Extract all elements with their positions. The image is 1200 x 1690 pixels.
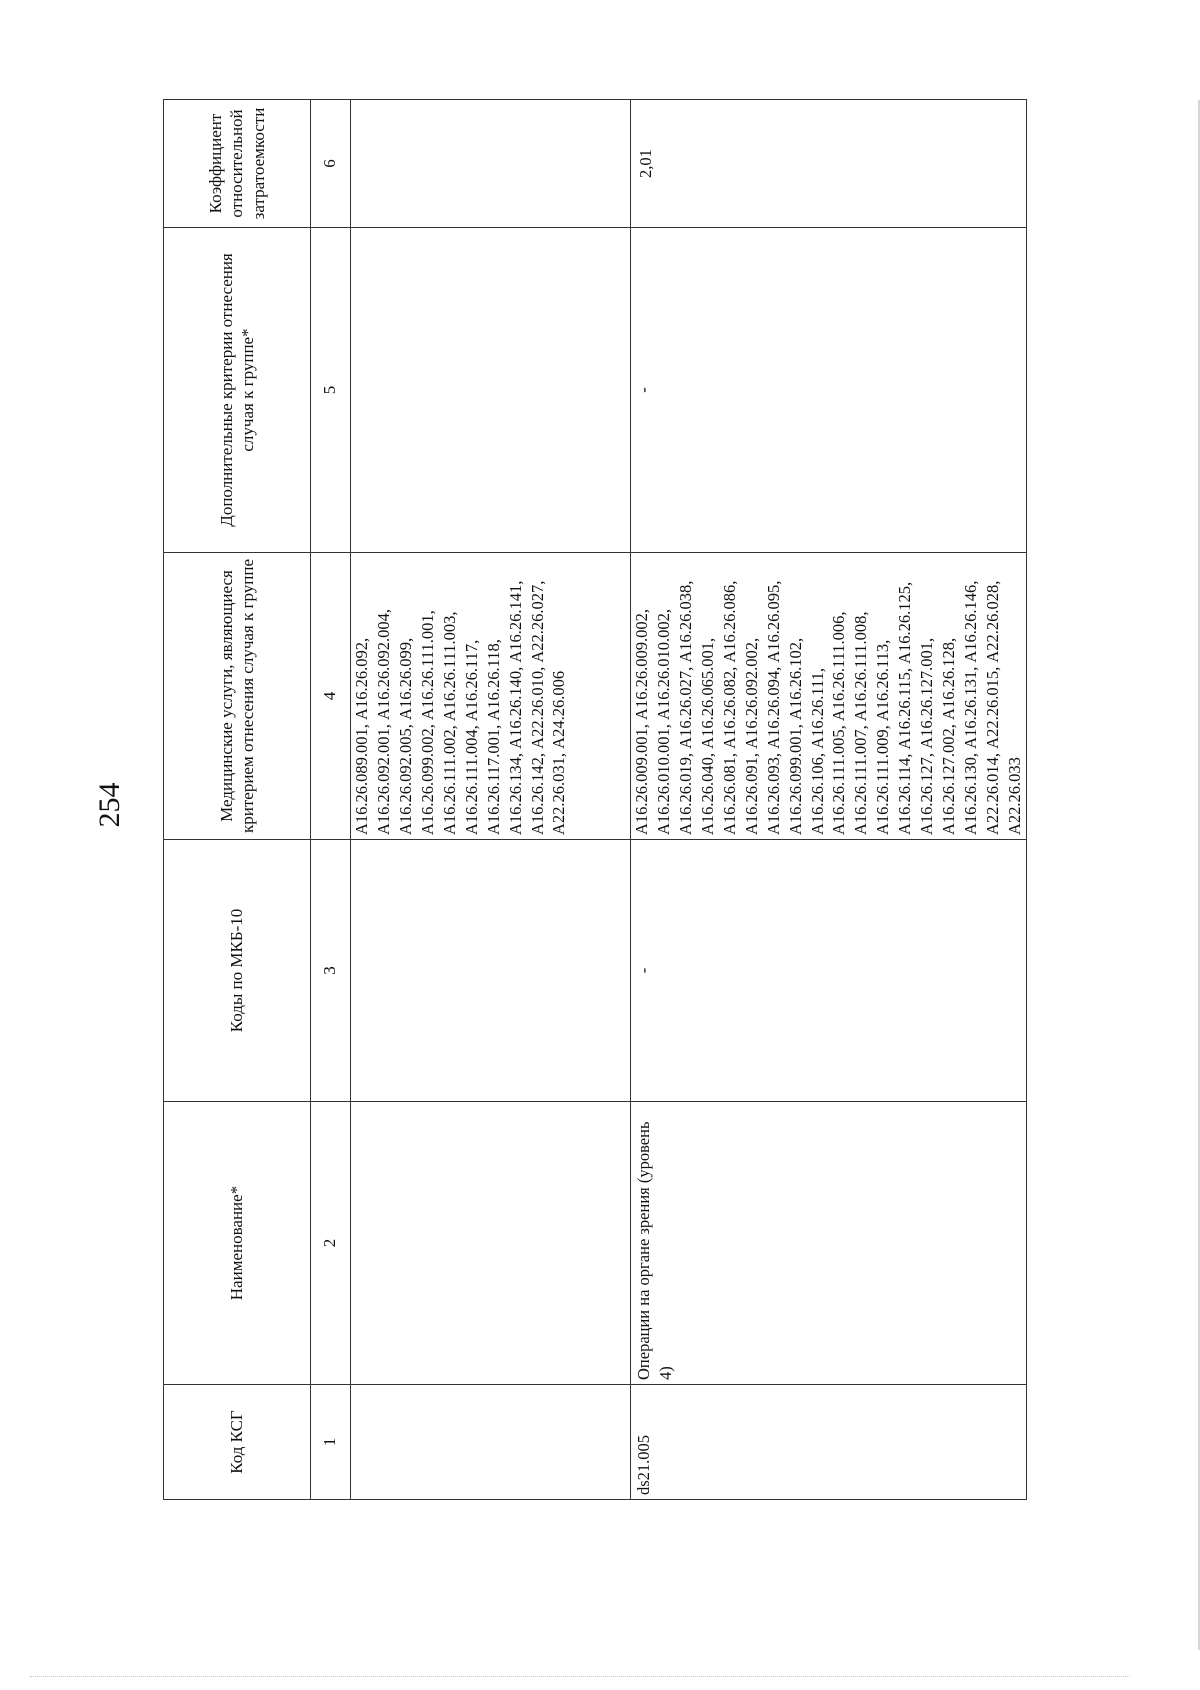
column-number: 2 xyxy=(311,1102,351,1385)
name-cell xyxy=(351,1102,631,1385)
column-number: 4 xyxy=(311,553,351,840)
group-name xyxy=(351,1106,353,1380)
header-mkb-codes: Коды по МКБ-10 xyxy=(164,840,311,1102)
extra-criteria-cell xyxy=(351,228,631,553)
mkb-codes: - xyxy=(634,967,653,974)
mkb-cell xyxy=(631,840,1027,1102)
scan-bottom-noise xyxy=(30,1676,1130,1678)
service-codes: А16.26.089.001, А16.26.092, А16.26.092.001, А16.26.092.004, А16.26.092.005, А16.26.099, А16.26.099.002, А16.26.111.001, А16.26.111.002, А16.26.111.003, А16.26.111.004, А16.26.117, А16.26.117.001, А16.26.118, А16.26.134, А16.26.140, А16.26.141, А16.26.142, А22.26.010, А22.26.027, А22.26.031, А24.26.006 xyxy=(352,580,569,835)
coefficient-value: 2,01 xyxy=(636,149,655,178)
header-name: Наименование* xyxy=(164,1102,311,1385)
services-cell xyxy=(631,553,1027,840)
table-header-row xyxy=(164,100,311,1500)
extra-criteria xyxy=(351,232,353,548)
header-coefficient: Коэффициент относительной затратоемкости xyxy=(164,100,311,228)
header-ksg-code: Код КСГ xyxy=(164,1385,311,1500)
ksg-code-cell xyxy=(351,1385,631,1500)
column-number-row xyxy=(311,100,351,1500)
ksg-code: ds21.005 xyxy=(634,1434,653,1495)
extra-criteria-cell xyxy=(631,228,1027,553)
header-medical-services: Медицинские услуги, являющиеся критерием отнесения случая к группе xyxy=(164,553,311,840)
name-cell xyxy=(631,1102,1027,1385)
mkb-codes xyxy=(351,844,353,1097)
column-number: 5 xyxy=(311,228,351,553)
ksg-code-cell xyxy=(631,1385,1027,1500)
mkb-cell xyxy=(351,840,631,1102)
header-extra-criteria: Дополнительные критерии отнесения случая к группе* xyxy=(164,228,311,553)
extra-criteria: - xyxy=(634,387,653,393)
column-number: 6 xyxy=(311,100,351,228)
coefficient-cell xyxy=(631,100,1027,228)
group-name: Операции на органе зрения (уровень 4) xyxy=(634,1121,675,1380)
table-row xyxy=(631,100,1027,1500)
coefficient-value xyxy=(351,104,355,223)
table-row xyxy=(351,100,631,1500)
coefficient-cell xyxy=(351,100,631,228)
column-number: 3 xyxy=(311,840,351,1102)
service-codes: А16.26.009.001, А16.26.009.002, А16.26.010.001, А16.26.010.002, А16.26.019, А16.26.027, А16.26.038, А16.26.040, А16.26.065.001, А16.26.081, А16.26.082, А16.26.086, А16.26.091, А16.26.092.002, А16.26.093, А16.26.094, А16.26.095, А16.26.099.001, А16.26.102, А16.26.106, А16.26.111, А16.26.111.005, А16.26.111.006, А16.26.111.007, А16.26.111.008, А16.26.111.009, А16.26.113, А16.26.114, А16.26.115, А16.26.125, А16.26.127, А16.26.127.001, А16.26.127.002, А16.26.128, А16.26.130, А16.26.131, А16.26.146, А22.26.014, А22.26.015, А22.26.028, А22.26.033 xyxy=(632,580,1024,835)
column-number: 1 xyxy=(311,1385,351,1500)
page-number: 254 xyxy=(93,782,126,828)
ksg-table xyxy=(163,99,1027,1500)
ksg-code xyxy=(351,1389,353,1495)
services-cell xyxy=(351,553,631,840)
